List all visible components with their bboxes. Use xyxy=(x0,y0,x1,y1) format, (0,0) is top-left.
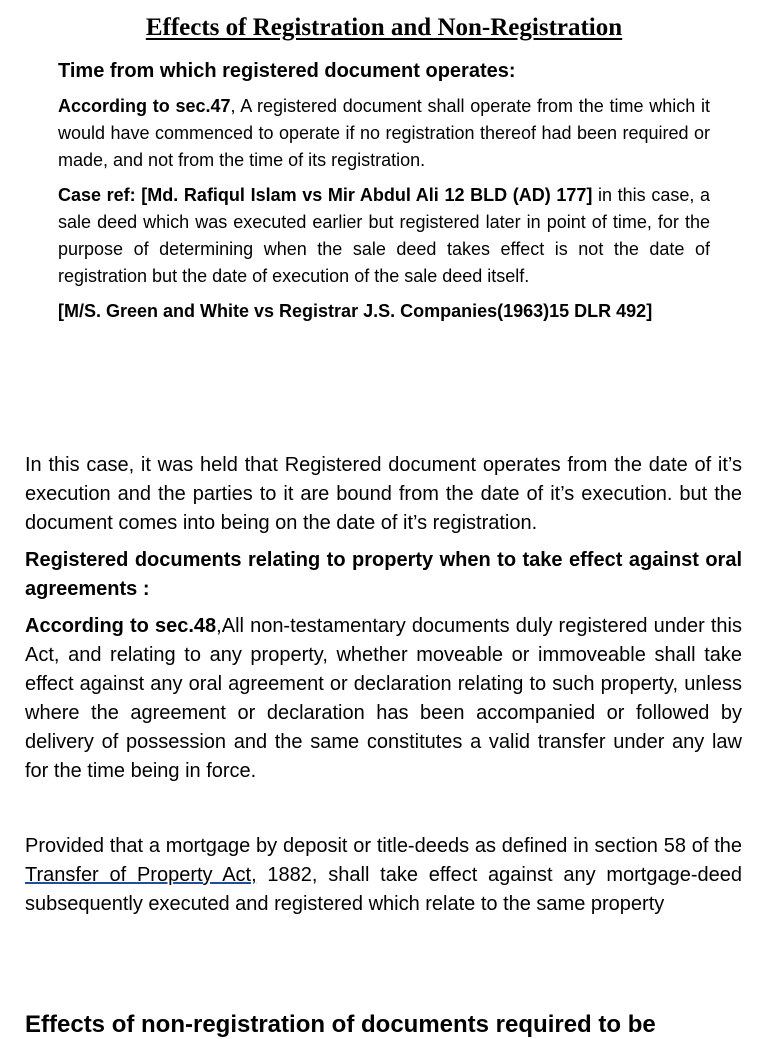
case-citation: [M/S. Green and White vs Registrar J.S. Companies(1963)15 DLR 492] xyxy=(58,301,653,321)
sec48-paragraph xyxy=(25,612,742,786)
paragraph-spacer xyxy=(25,794,742,832)
document-title: Effects of Registration and Non-Registration xyxy=(145,14,623,41)
case-ref-lead: Case ref: [Md. Rafiqul Islam vs Mir Abdul Ali 12 BLD (AD) 177] xyxy=(58,185,593,205)
proviso-after: 1882, shall take effect against any mortgage-deed subsequently executed and registered which relate to the same property xyxy=(25,864,742,915)
section-effect-against-oral-agreements xyxy=(25,451,742,927)
case-ref-text: in this case, a sale deed which was executed earlier but registered later in point of time, for the purpose of determining when the sale deed takes effect is not the date of registration but the date of execution of the sale deed itself. xyxy=(58,185,710,286)
section-heading: Time from which registered document operates: xyxy=(58,60,516,82)
case-ref-paragraph xyxy=(58,182,710,290)
sec48-text: ,All non-testamentary documents duly registered under this Act, and relating to any property, whether moveable or immoveable shall take effect against any oral agreement or declaration relating to such property, unless where the agreement or declaration has been accompanied or followed by delivery of possession and the same constitutes a valid transfer under any law for the time being in force. xyxy=(25,615,742,782)
sec47-lead: According to sec.47 xyxy=(58,96,231,116)
sec47-paragraph xyxy=(58,93,710,174)
proviso-before: Provided that a mortgage by deposit or title-deeds as defined in section 58 of the xyxy=(25,835,742,857)
transfer-of-property-act-link[interactable]: Transfer of Property Act, xyxy=(25,864,257,886)
sec48-lead: According to sec.48 xyxy=(25,615,217,637)
proviso-paragraph xyxy=(25,832,742,919)
holding-paragraph: In this case, it was held that Registered document operates from the date of it’s execution and the parties to it are bound from the date of it’s execution. but the document comes into being on the date of it’s registration. xyxy=(25,454,742,534)
oral-agreements-heading: Registered documents relating to property when to take effect against oral agreements : xyxy=(25,549,742,600)
cutoff-heading: Effects of non-registration of documents required to be xyxy=(25,1011,656,1038)
sec47-text: , A registered document shall operate from the time which it would have commenced to operate if no registration thereof had been required or made, and not from the time of its registration. xyxy=(58,96,710,170)
section-time-of-operation xyxy=(58,60,710,325)
